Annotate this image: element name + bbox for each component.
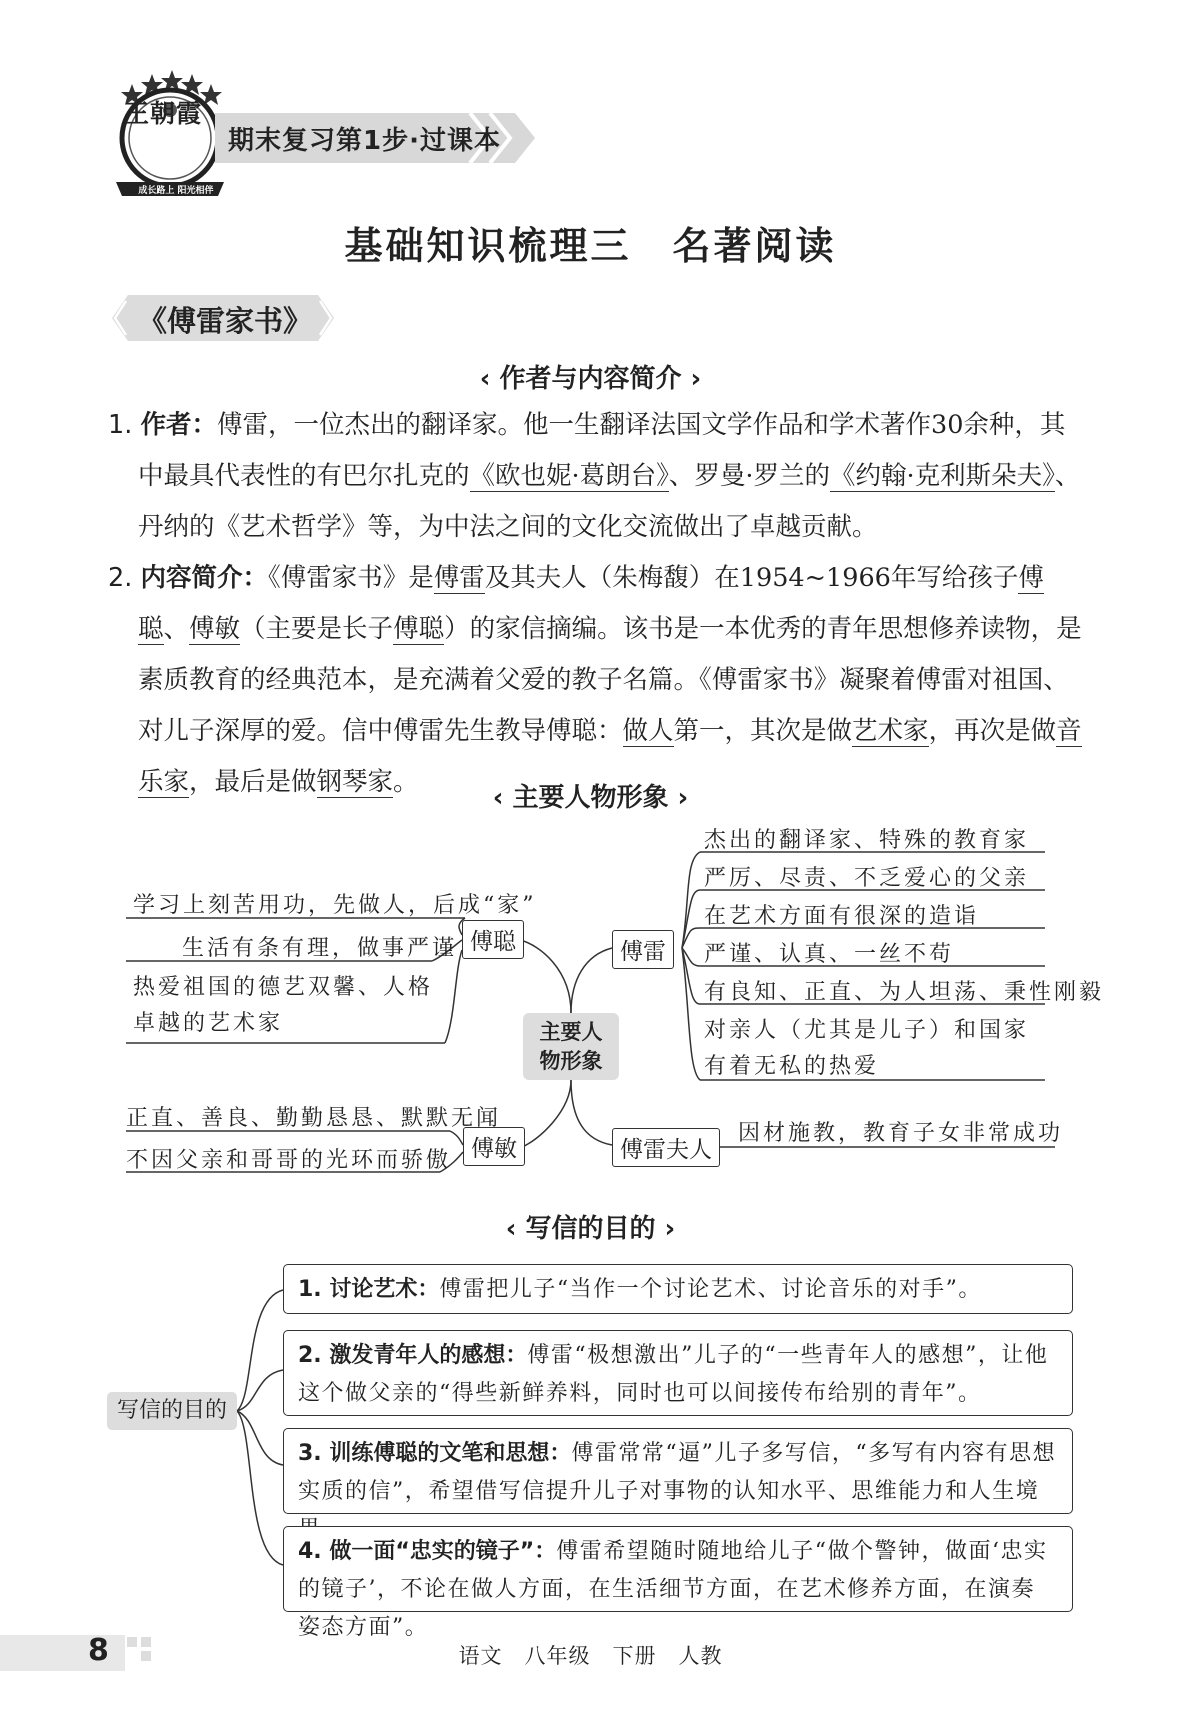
fucong-trait-1: 学习上刻苦用功，先做人，后成“家” xyxy=(133,893,537,918)
section-heading-characters: ‹ 主要人物形象 › xyxy=(492,783,689,813)
underline-fucong-2: 傅聪 xyxy=(393,614,445,644)
underline-fucong: 傅聪 xyxy=(138,563,1044,644)
author-text-2: 、罗曼·罗兰的 xyxy=(668,461,830,491)
fulei-trait-4: 严谨、认真、一丝不苟 xyxy=(704,942,955,967)
purpose-1-text: 傅雷把儿子“当作一个讨论艺术、讨论音乐的对手”。 xyxy=(439,1277,982,1302)
fulei-trait-2: 严厉、尽责、不乏爱心的父亲 xyxy=(704,866,1030,891)
underline-gangqinjia: 钢琴家 xyxy=(316,767,394,797)
content-text-1: 《傅雷家书》是 xyxy=(267,563,434,593)
fulei-trait-1: 杰出的翻译家、特殊的教育家 xyxy=(704,828,1030,853)
purpose-root: 写信的目的 xyxy=(107,1392,237,1430)
section-heading-purpose: ‹ 写信的目的 › xyxy=(505,1214,676,1244)
page-title: 基础知识梳理三 名著阅读 xyxy=(344,224,837,268)
purpose-2-text: 傅雷“极想激出”儿子的“一些青年人的感想”，让他这个做父亲的“得些新鲜养料，同时也可以间接传布给别的青年”。 xyxy=(298,1343,1049,1406)
content-text-4: （主要是长子 xyxy=(240,614,394,644)
underline-fumin: 傅敏 xyxy=(189,614,241,644)
purpose-3-label: 3. 训练傅聪的文笔和思想： xyxy=(298,1441,572,1466)
author-text-3: 、丹纳的《艺术哲学》等，为中法之间的文化交流做出了卓越贡献。 xyxy=(138,461,1081,542)
character-map-center-label: 主要人物形象 xyxy=(539,1020,603,1073)
content-label: 内容简介： xyxy=(140,563,268,593)
wife-trait-1: 因材施教，教育子女非常成功 xyxy=(738,1121,1064,1146)
fulei-trait-6: 对亲人（尤其是儿子）和国家有着无私的热爱 xyxy=(704,1018,1030,1079)
logo-name: 王朝霞 xyxy=(124,99,203,128)
fulei-trait-5: 有良知、正直、为人坦荡、秉性刚毅 xyxy=(704,980,1105,1005)
footer-info: 语文 八年级 下册 人教 xyxy=(458,1644,723,1668)
underline-fulei: 傅雷 xyxy=(433,563,485,593)
content-text-8: ，最后是做 xyxy=(189,767,317,797)
purpose-4-label: 4. 做一面“忠实的镜子”： xyxy=(298,1539,557,1564)
content-num: 2. xyxy=(108,563,133,593)
fumin-trait-1: 正直、善良、勤勤恳恳、默默无闻 xyxy=(126,1106,502,1131)
node-fumin: 傅敏 xyxy=(463,1127,525,1166)
author-num: 1. xyxy=(108,410,133,440)
purpose-2-label: 2. 激发青年人的感想： xyxy=(298,1343,528,1368)
content-text-7: ，再次是做 xyxy=(928,716,1057,746)
purpose-1-label: 1. 讨论艺术： xyxy=(298,1277,440,1302)
fucong-trait-3: 热爱祖国的德艺双馨、人格卓越的艺术家 xyxy=(133,975,434,1036)
content-text-2: 及其夫人（朱梅馥）在1954~1966年写给孩子 xyxy=(484,563,1019,593)
section-heading-intro: ‹ 作者与内容简介 › xyxy=(479,364,702,394)
purpose-3-text: 傅雷常常“逼”儿子多写信，“多写有内容有思想实质的信”，希望借写信提升儿子对事物的认知水平、思维能力和人生境 xyxy=(298,1441,1057,1504)
purpose-item-2 xyxy=(283,1330,1073,1416)
content-text-9: 。 xyxy=(393,767,419,797)
purpose-item-1 xyxy=(283,1264,1073,1314)
purpose-item-4 xyxy=(283,1526,1073,1640)
purpose-item-3 xyxy=(283,1428,1073,1514)
underline-eugenie-grandet: 《欧也妮·葛朗台》 xyxy=(469,461,669,491)
node-fucong: 傅聪 xyxy=(462,920,524,959)
author-text-1: 傅雷，一位杰出的翻译家。他一生翻译法国文学作品和学术著作30余种，其中最具代表性的有巴尔扎克的 xyxy=(138,410,1066,491)
fumin-trait-2: 不因父亲和哥哥的光环而骄傲 xyxy=(126,1148,452,1173)
fucong-trait-2: 生活有条有理，做事严谨 xyxy=(182,936,458,961)
underline-jean-christophe: 《约翰·克利斯朵夫》 xyxy=(829,461,1055,491)
content-text-3: 、 xyxy=(163,614,190,644)
underline-zuoren: 做人 xyxy=(622,716,674,746)
book-tab-label: 《傅雷家书》 xyxy=(138,304,313,338)
page-number: 8 xyxy=(88,1633,109,1668)
node-fulei-wife: 傅雷夫人 xyxy=(612,1128,720,1167)
logo-ribbon: 成长路上 阳光相伴 xyxy=(138,186,214,196)
content-text-5: ）的家信摘编。该书是一本优秀的青年思想修养读物，是素质教育的经典范本，是充满着父爱的教子名篇。《傅雷家书》凝聚着傅雷对祖国、对儿子深厚的爱。信中傅雷先生教导傅聪： xyxy=(138,614,1082,746)
node-fulei: 傅雷 xyxy=(612,930,674,969)
content-text-6: 第一，其次是做 xyxy=(673,716,853,746)
purpose-4-text: 傅雷希望随时随地给儿子“做个警钟，做面‘忠实的镜子’，不论在做人方面，在生活细节方面，在艺术修养方面，在演奏姿态方面”。 xyxy=(298,1539,1048,1640)
step-banner-label: 期末复习第1步·过课本 xyxy=(228,126,501,156)
underline-yishujia: 艺术家 xyxy=(852,716,929,746)
author-label: 作者： xyxy=(140,410,217,440)
underline-yinyuejia: 音乐家 xyxy=(138,716,1082,797)
fulei-trait-3: 在艺术方面有很深的造诣 xyxy=(704,904,980,929)
